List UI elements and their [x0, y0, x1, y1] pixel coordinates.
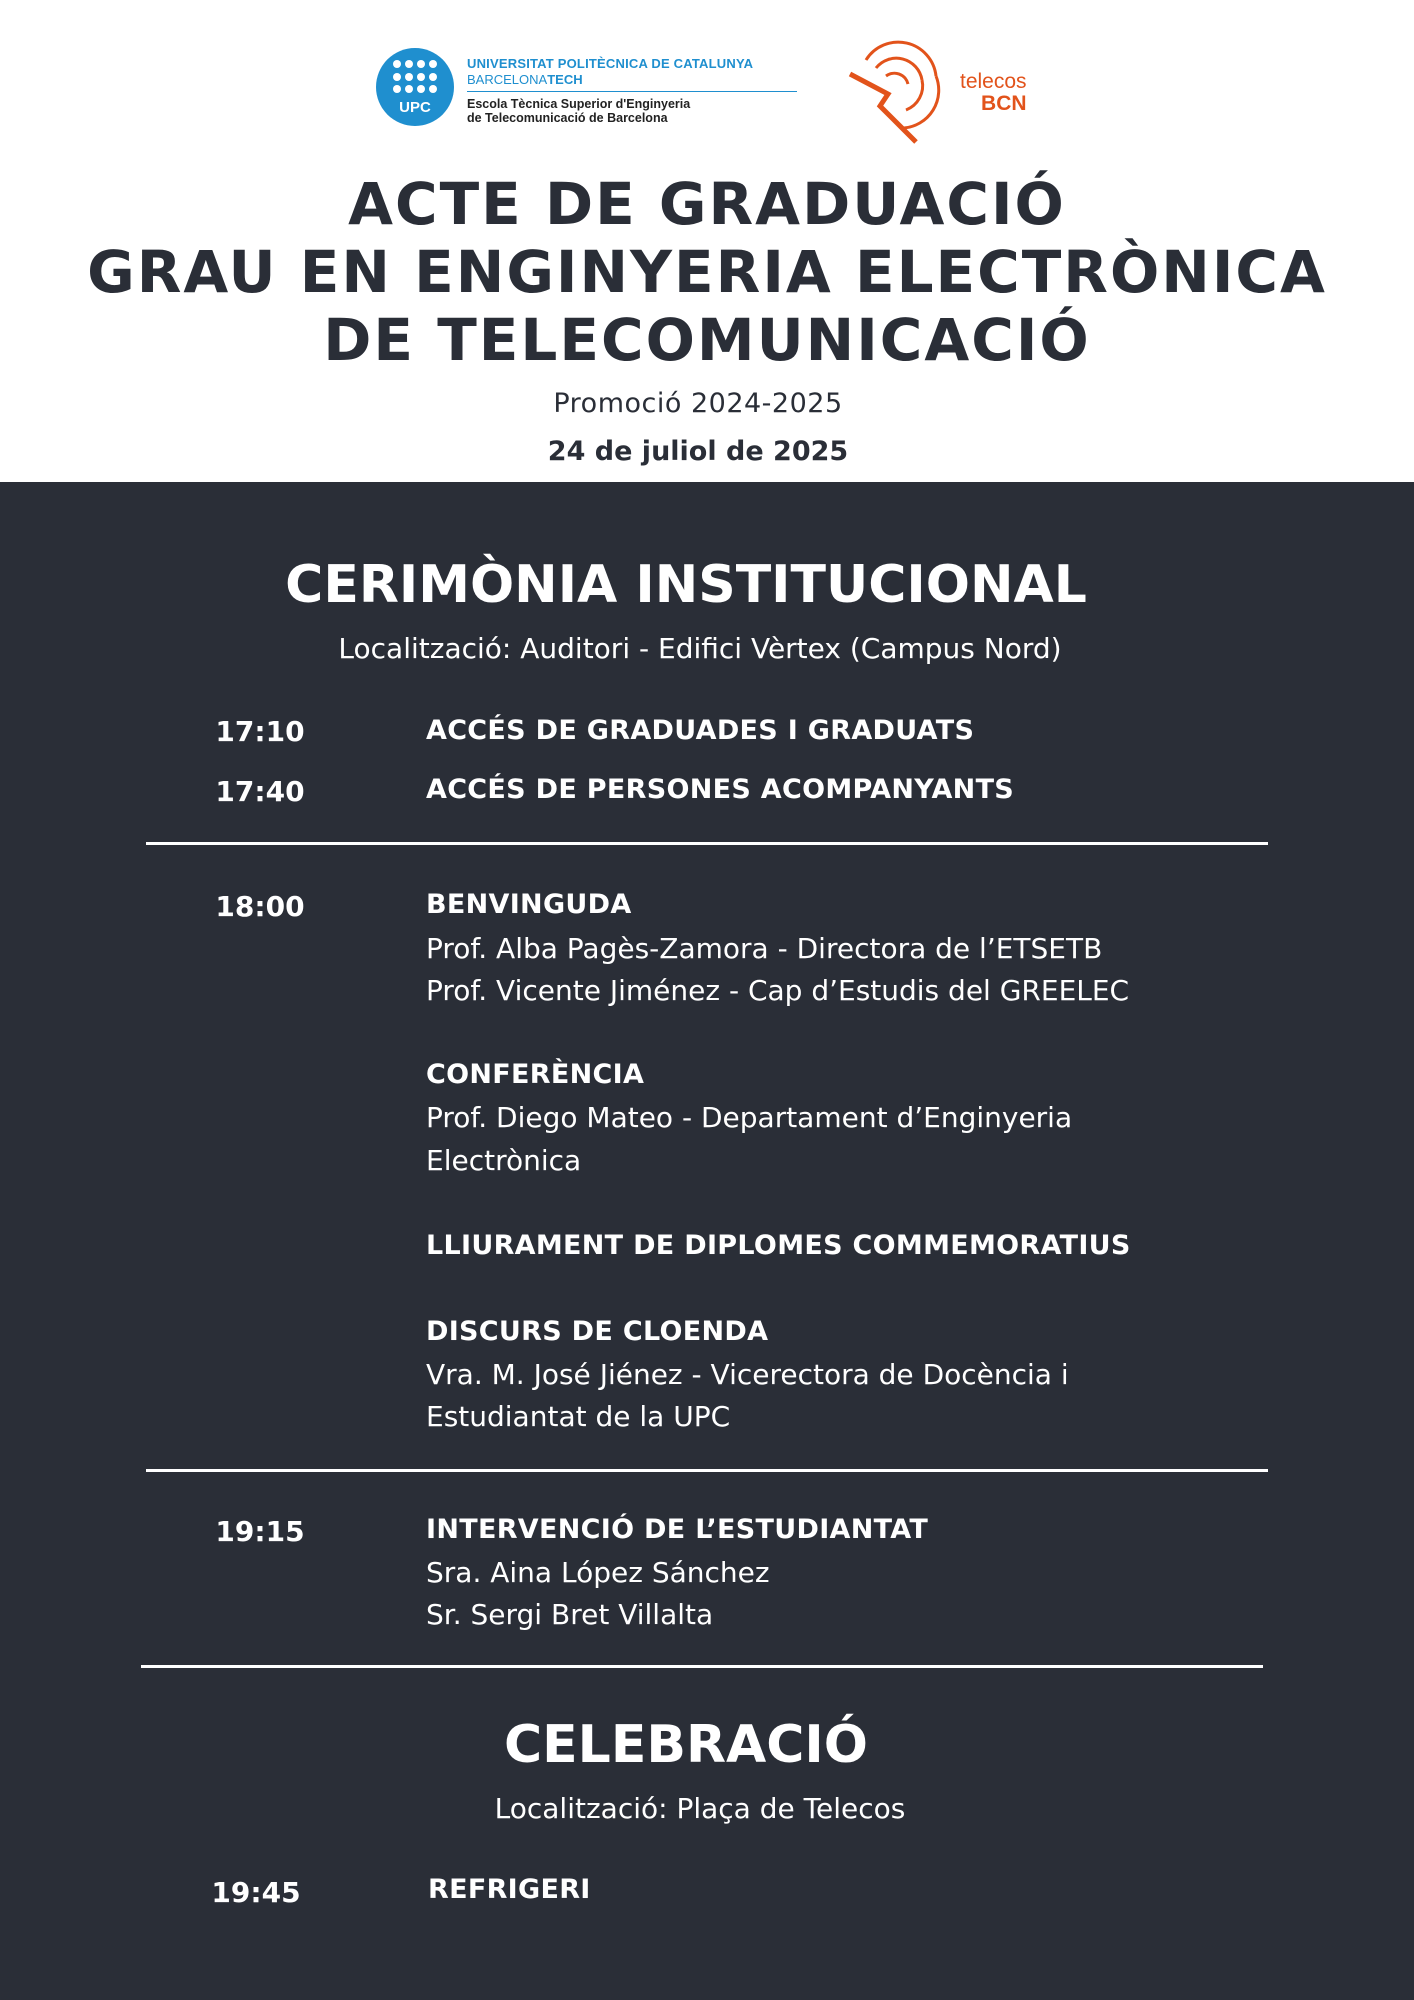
- title-line-3: DE TELECOMUNICACIÓ: [323, 306, 1091, 374]
- ceremony-time-3: 18:00: [215, 890, 305, 923]
- ceremony-time-1: 17:10: [215, 715, 305, 748]
- ceremony-line-7b: Sr. Sergi Bret Villalta: [426, 1598, 714, 1631]
- telecos-wordmark: [960, 70, 1027, 116]
- ceremony-line-6a: Vra. M. José Jiénez - Vicerectora de Docència i: [426, 1358, 1069, 1391]
- ceremony-location: Localització: Auditori - Edifici Vèrtex (Campus Nord): [338, 632, 1062, 665]
- ceremony-time-2: 17:40: [215, 775, 305, 808]
- ceremony-line-4b: Electrònica: [426, 1144, 582, 1177]
- ceremony-line-7a: Sra. Aina López Sánchez: [426, 1556, 770, 1589]
- ceremony-line-4a: Prof. Diego Mateo - Departament d’Enginyeria: [426, 1101, 1073, 1134]
- ceremony-time-7: 19:15: [215, 1515, 305, 1548]
- upc-school-name-2: de Telecomunicació de Barcelona: [467, 111, 668, 125]
- divider-3: [141, 1665, 1263, 1668]
- bcn-text: BCN: [981, 92, 1027, 115]
- upc-school-name-1: Escola Tècnica Superior d'Enginyeria: [467, 97, 691, 111]
- upc-logo: [376, 48, 454, 126]
- upc-barcelona-text: BARCELONA: [467, 72, 548, 87]
- ceremony-heading-3: BENVINGUDA: [426, 889, 632, 920]
- upc-barcelonatech: [467, 72, 797, 92]
- celebration-location: Localització: Plaça de Telecos: [494, 1792, 906, 1825]
- telecos-antenna-icon: [846, 36, 946, 146]
- title-line-1: ACTE DE GRADUACIÓ: [348, 170, 1066, 238]
- ceremony-heading-2: ACCÉS DE PERSONES ACOMPANYANTS: [426, 774, 1015, 805]
- upc-university-name: UNIVERSITAT POLITÈCNICA DE CATALUNYA: [467, 56, 754, 71]
- ceremony-heading-7: INTERVENCIÓ DE L’ESTUDIANTAT: [426, 1514, 929, 1545]
- ceremony-heading-5: LLIURAMENT DE DIPLOMES COMMEMORATIUS: [426, 1230, 1131, 1261]
- ceremony-line-3b: Prof. Vicente Jiménez - Cap d’Estudis del GREELEC: [426, 974, 1130, 1007]
- celebration-time-1: 19:45: [211, 1876, 301, 1909]
- ceremony-title: CERIMÒNIA INSTITUCIONAL: [285, 555, 1087, 615]
- event-date: 24 de juliol de 2025: [547, 436, 849, 467]
- celebration-heading-1: REFRIGERI: [428, 1874, 591, 1905]
- ceremony-heading-4: CONFERÈNCIA: [426, 1059, 645, 1090]
- upc-tech-text: TECH: [547, 72, 583, 87]
- title-line-2: GRAU EN ENGINYERIA ELECTRÒNICA: [87, 238, 1327, 306]
- promotion-text: Promoció 2024-2025: [553, 388, 843, 419]
- page-title: [0, 170, 1414, 374]
- upc-wordmark: [467, 56, 797, 125]
- ceremony-line-6b: Estudiantat de la UPC: [426, 1400, 731, 1433]
- upc-logo-abbr: UPC: [399, 99, 431, 116]
- divider-1: [146, 842, 1268, 845]
- ceremony-heading-1: ACCÉS DE GRADUADES I GRADUATS: [426, 715, 975, 746]
- divider-2: [146, 1469, 1268, 1472]
- header-section: [0, 0, 1414, 482]
- celebration-title: CELEBRACIÓ: [504, 1715, 868, 1775]
- telecos-text: telecos: [960, 70, 1027, 93]
- upc-dots-icon: [393, 60, 437, 94]
- ceremony-heading-6: DISCURS DE CLOENDA: [426, 1316, 769, 1347]
- ceremony-line-3a: Prof. Alba Pagès-Zamora - Directora de l’ETSETB: [426, 932, 1103, 965]
